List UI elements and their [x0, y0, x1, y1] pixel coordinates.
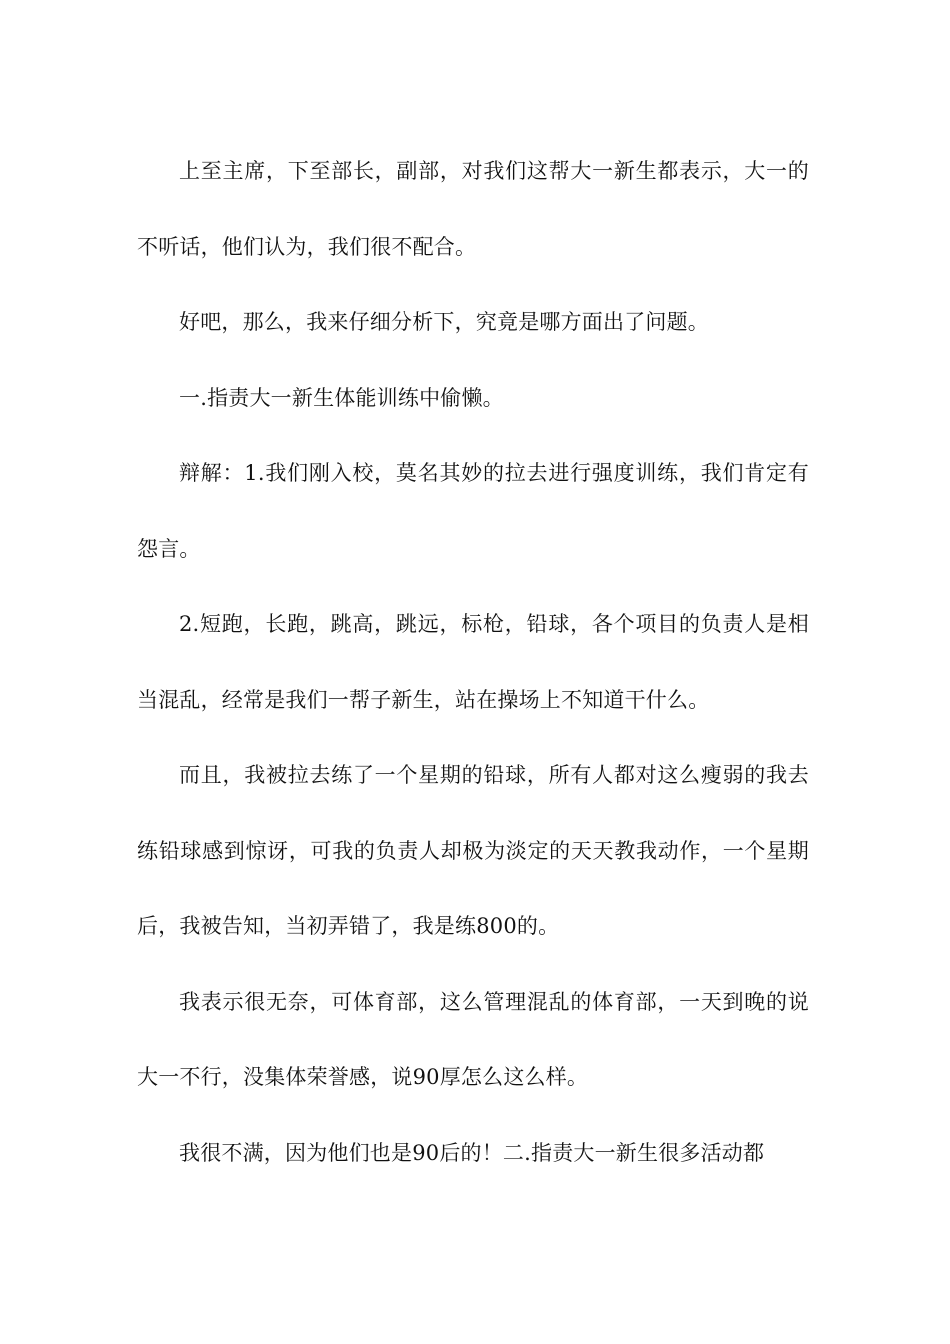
- paragraph: 一.指责大一新生体能训练中偷懒。: [179, 385, 504, 410]
- paragraph: 上至主席，下至部长，副部，对我们这帮大一新生都表示，大一的不听话，他们认为，我们很不配合。: [137, 159, 809, 259]
- paragraph: 2.短跑，长跑，跳高，跳远，标枪，铅球，各个项目的负责人是相当混乱，经常是我们一帮子新生，站在操场上不知道干什么。: [137, 612, 809, 712]
- paragraph: 而且，我被拉去练了一个星期的铅球，所有人都对这么瘦弱的我去练铅球感到惊讶，可我的负责人却极为淡定的天天教我动作，一个星期后，我被告知，当初弄错了，我是练800的。: [137, 763, 809, 938]
- document-body: [137, 134, 809, 1191]
- paragraph: 好吧，那么，我来仔细分析下，究竟是哪方面出了问题。: [179, 310, 709, 334]
- paragraph: 我很不满，因为他们也是90后的！二.指责大一新生很多活动都: [179, 1140, 765, 1165]
- paragraph: 辩解：1.我们刚入校，莫名其妙的拉去进行强度训练，我们肯定有怨言。: [137, 461, 809, 561]
- paragraph: 我表示很无奈，可体育部，这么管理混乱的体育部，一天到晚的说大一不行，没集体荣誉感，说90厚怎么这么样。: [137, 989, 809, 1089]
